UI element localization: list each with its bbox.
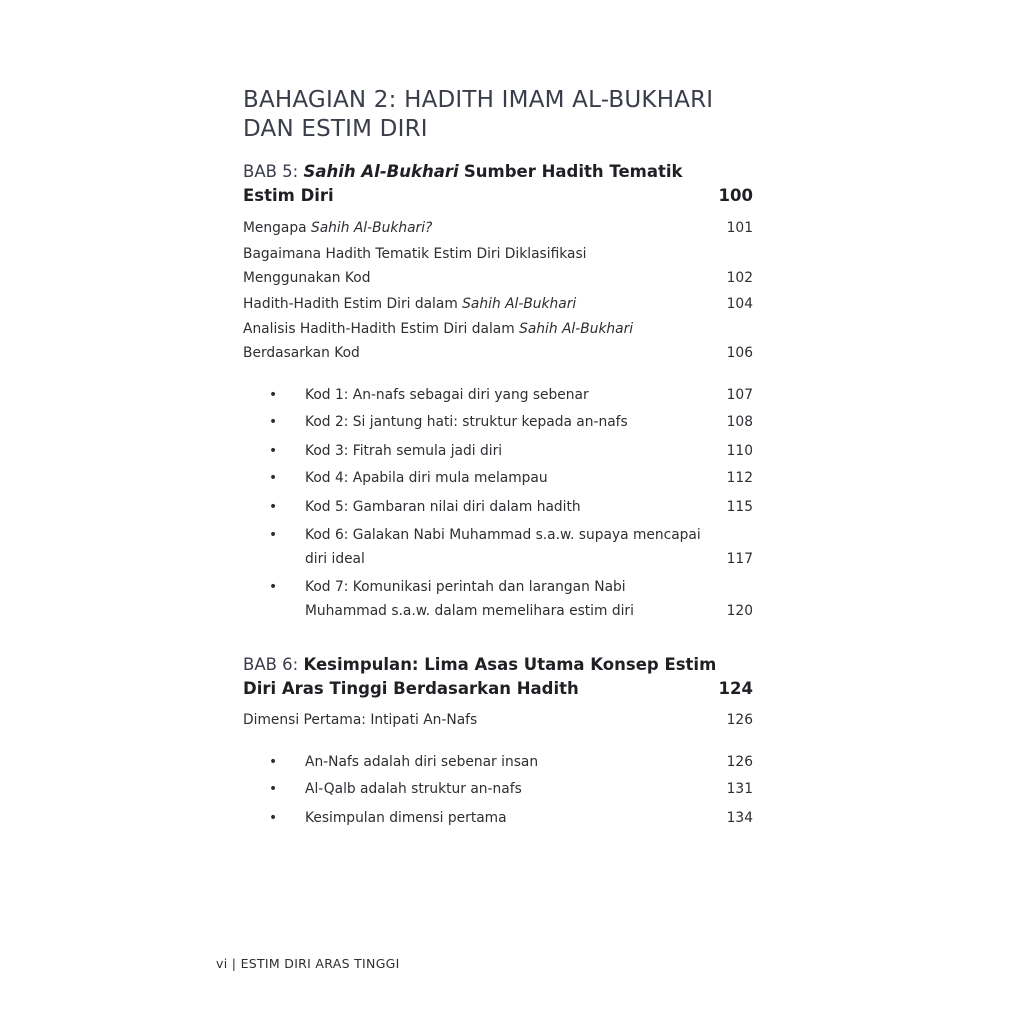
part-title-line2: DAN ESTIM DIRI	[243, 116, 428, 142]
toc-bullet-text: Kesimpulan dimensi pertama	[305, 810, 507, 826]
part-title	[243, 86, 763, 144]
toc-bullet-text: Kod 5: Gambaran nilai diri dalam hadith	[305, 499, 581, 515]
page-footer	[216, 956, 400, 971]
toc-bullet-text-line2: Muhammad s.a.w. dalam memelihara estim diri	[305, 603, 634, 619]
chapter-5-title-italic: Sahih Al-Bukhari	[303, 162, 459, 181]
bullet-icon: •	[269, 527, 278, 543]
toc-entry-page: 101	[726, 220, 753, 236]
toc-bullet-item	[243, 523, 755, 571]
toc-bullet-item	[243, 750, 755, 774]
toc-entry-text-line2: Menggunakan Kod	[243, 270, 371, 286]
toc-bullet-page: 110	[726, 443, 753, 459]
toc-bullet-item	[243, 383, 755, 407]
toc-bullet-page: 108	[726, 414, 753, 430]
toc-entry-text: Mengapa	[243, 220, 311, 236]
toc-bullet-page: 120	[726, 603, 753, 619]
bullet-icon: •	[269, 470, 278, 486]
toc-entry-page: 104	[726, 296, 753, 312]
toc-entry-page: 126	[726, 712, 753, 728]
chapter-6-title: Kesimpulan: Lima Asas Utama Konsep Estim	[303, 655, 717, 674]
footer-separator: |	[231, 956, 237, 971]
bullet-icon: •	[269, 810, 278, 826]
chapter-6-page: 124	[718, 679, 753, 698]
footer-page-number: vi	[216, 956, 228, 971]
toc-bullet-text-line2: diri ideal	[305, 551, 365, 567]
toc-bullet-page: 117	[726, 551, 753, 567]
toc-bullet-text: Kod 4: Apabila diri mula melampau	[305, 470, 548, 486]
toc-bullet-page: 131	[726, 781, 753, 797]
toc-entry-text: Bagaimana Hadith Tematik Estim Diri Diklasifikasi	[243, 246, 587, 262]
toc-bullet-item	[243, 410, 755, 434]
toc-bullet-text: Kod 2: Si jantung hati: struktur kepada an-nafs	[305, 414, 628, 430]
toc-bullet-text: An-Nafs adalah diri sebenar insan	[305, 754, 539, 770]
toc-bullet-item	[243, 806, 755, 830]
toc-bullet-item	[243, 777, 755, 801]
chapter-5-label: BAB 5:	[243, 162, 299, 181]
toc-entry	[243, 292, 755, 316]
toc-bullet-page: 115	[726, 499, 753, 515]
bullet-icon: •	[269, 387, 278, 403]
toc-bullet-item	[243, 495, 755, 519]
toc-entry-text-line2: Berdasarkan Kod	[243, 345, 360, 361]
toc-entry	[243, 317, 755, 365]
toc-entry	[243, 216, 755, 240]
toc-entry-text: Hadith-Hadith Estim Diri dalam	[243, 296, 463, 312]
bullet-icon: •	[269, 754, 278, 770]
toc-entry-text: Analisis Hadith-Hadith Estim Diri dalam	[243, 321, 520, 337]
chapter-5-title-line2: Estim Diri	[243, 186, 334, 205]
bullet-icon: •	[269, 499, 278, 515]
part-title-line1: BAHAGIAN 2: HADITH IMAM AL-BUKHARI	[243, 87, 714, 113]
toc-bullet-text: Kod 7: Komunikasi perintah dan larangan Nabi	[305, 579, 626, 595]
toc-bullet-text: Kod 3: Fitrah semula jadi diri	[305, 443, 503, 459]
toc-entry-italic: Sahih Al-Bukhari?	[310, 220, 433, 236]
bullet-icon: •	[269, 414, 278, 430]
toc-entry-italic: Sahih Al-Bukhari	[462, 296, 577, 312]
toc-bullet-item	[243, 575, 755, 623]
toc-bullet-text: Al-Qalb adalah struktur an-nafs	[305, 781, 522, 797]
toc-bullet-item	[243, 466, 755, 490]
chapter-5-page: 100	[718, 186, 753, 205]
toc-bullet-text: Kod 1: An-nafs sebagai diri yang sebenar	[305, 387, 589, 403]
chapter-6-heading	[243, 653, 755, 701]
toc-entry	[243, 708, 755, 732]
chapter-5-heading	[243, 160, 755, 208]
toc-entry-page: 102	[726, 270, 753, 286]
toc-bullet-item	[243, 439, 755, 463]
toc-bullet-page: 126	[726, 754, 753, 770]
toc-bullet-text: Kod 6: Galakan Nabi Muhammad s.a.w. supaya mencapai	[305, 527, 701, 543]
bullet-icon: •	[269, 443, 278, 459]
footer-book-title: ESTIM DIRI ARAS TINGGI	[240, 956, 400, 971]
toc-bullet-page: 107	[726, 387, 753, 403]
toc-entry-text: Dimensi Pertama: Intipati An-Nafs	[243, 712, 478, 728]
toc-entry	[243, 242, 755, 290]
toc-bullet-page: 112	[726, 470, 753, 486]
toc-bullet-page: 134	[726, 810, 753, 826]
chapter-5-title: Sumber Hadith Tematik	[463, 162, 683, 181]
toc-entry-italic: Sahih Al-Bukhari	[519, 321, 634, 337]
bullet-icon: •	[269, 579, 278, 595]
chapter-6-title-line2: Diri Aras Tinggi Berdasarkan Hadith	[243, 679, 579, 698]
toc-entry-page: 106	[726, 345, 753, 361]
bullet-icon: •	[269, 781, 278, 797]
chapter-6-label: BAB 6:	[243, 655, 299, 674]
